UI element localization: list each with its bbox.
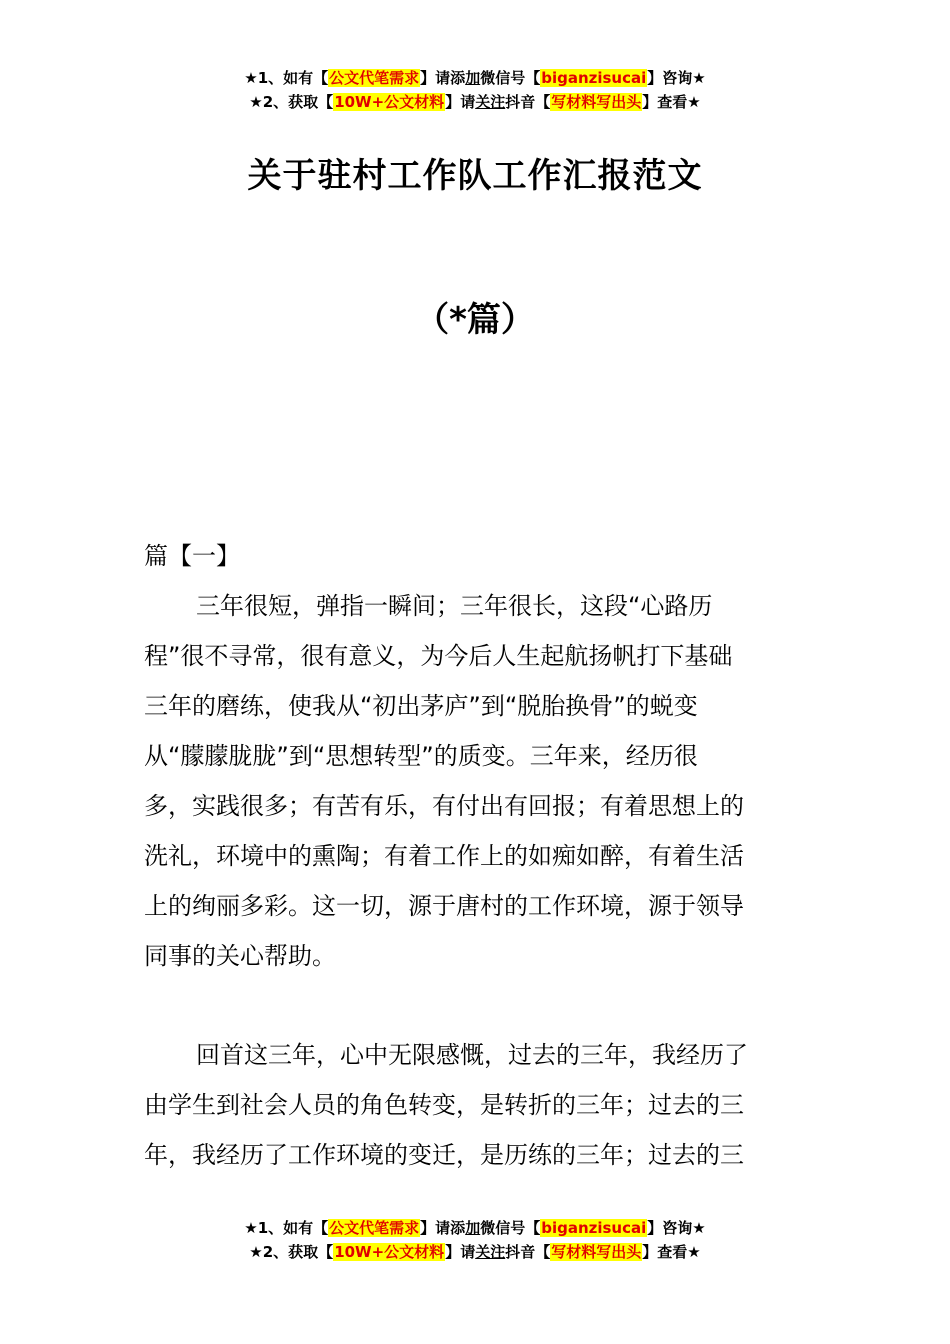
banner-douyin-id: 写材料写出头 [551,1243,642,1261]
paragraph-2 [144,1030,806,1180]
paragraph-line: 多，实践很多；有苦有乐，有付出有回报；有着思想上的 [144,792,744,820]
banner-text: 】请 [445,1243,476,1261]
banner-underline: 关注 [475,1243,506,1261]
banner-text: 】咨询★ [647,69,706,87]
banner-text: ★2、获取【 [249,1243,334,1261]
banner-douyin-id: 写材料写出头 [551,93,642,111]
paragraph-line: 上的绚丽多彩。这一切，源于唐村的工作环境，源于领导 [144,892,744,920]
paragraph-line: 程”很不寻常，很有意义，为今后人生起航扬帆打下基础 [144,642,733,670]
section-heading: 篇【一】 [144,542,240,570]
document-title: 关于驻村工作队工作汇报范文 [247,156,703,196]
banner-text: 】查看★ [642,1243,701,1261]
paragraph-line: 由学生到社会人员的角色转变，是转折的三年；过去的三 [144,1091,744,1119]
document-subtitle: （*篇） [415,300,535,340]
banner-line-2 [0,90,950,114]
banner-wechat-id: biganzisucai [541,1219,647,1237]
paragraph-line: 三年很短，弹指一瞬间；三年很长，这段“心路历 [196,592,713,620]
paragraph-line: 回首这三年，心中无限感慨，过去的三年，我经历了 [196,1041,748,1069]
banner-text: ★2、获取【 [249,93,334,111]
banner-highlight: 公文代笔需求 [329,1219,420,1237]
paragraph-1 [144,581,806,981]
banner-line-1 [0,66,950,90]
banner-line-1 [0,1216,950,1240]
banner-text: 】请添 [420,69,466,87]
banner-underline: 关注 [475,93,506,111]
paragraph-line: 三年的磨练，使我从“初出茅庐”到“脱胎换骨”的蜕变 [144,692,698,720]
banner-text: 】咨询★ [647,1219,706,1237]
footer-banner [0,1216,950,1264]
banner-text: 微信号【 [480,69,541,87]
banner-text: 】查看★ [642,93,701,111]
banner-underline: 加 [465,69,481,87]
paragraph-line: 从“朦朦胧胧”到“思想转型”的质变。三年来，经历很 [144,742,698,770]
banner-underline: 加 [465,1219,481,1237]
banner-text: ★1、如有【 [244,69,329,87]
banner-text: 】请 [445,93,476,111]
banner-text: 】请添 [420,1219,466,1237]
banner-text: ★1、如有【 [244,1219,329,1237]
banner-text: 微信号【 [480,1219,541,1237]
banner-highlight: 10W+公文材料 [334,93,445,111]
banner-text: 抖音【 [505,93,551,111]
header-banner [0,66,950,114]
banner-wechat-id: biganzisucai [541,69,647,87]
banner-highlight: 公文代笔需求 [329,69,420,87]
paragraph-line: 同事的关心帮助。 [144,942,336,970]
banner-text: 抖音【 [505,1243,551,1261]
banner-highlight: 10W+公文材料 [334,1243,445,1261]
banner-line-2 [0,1240,950,1264]
paragraph-line: 洗礼，环境中的熏陶；有着工作上的如痴如醉，有着生活 [144,842,744,870]
paragraph-line: 年，我经历了工作环境的变迁，是历练的三年；过去的三 [144,1141,744,1169]
